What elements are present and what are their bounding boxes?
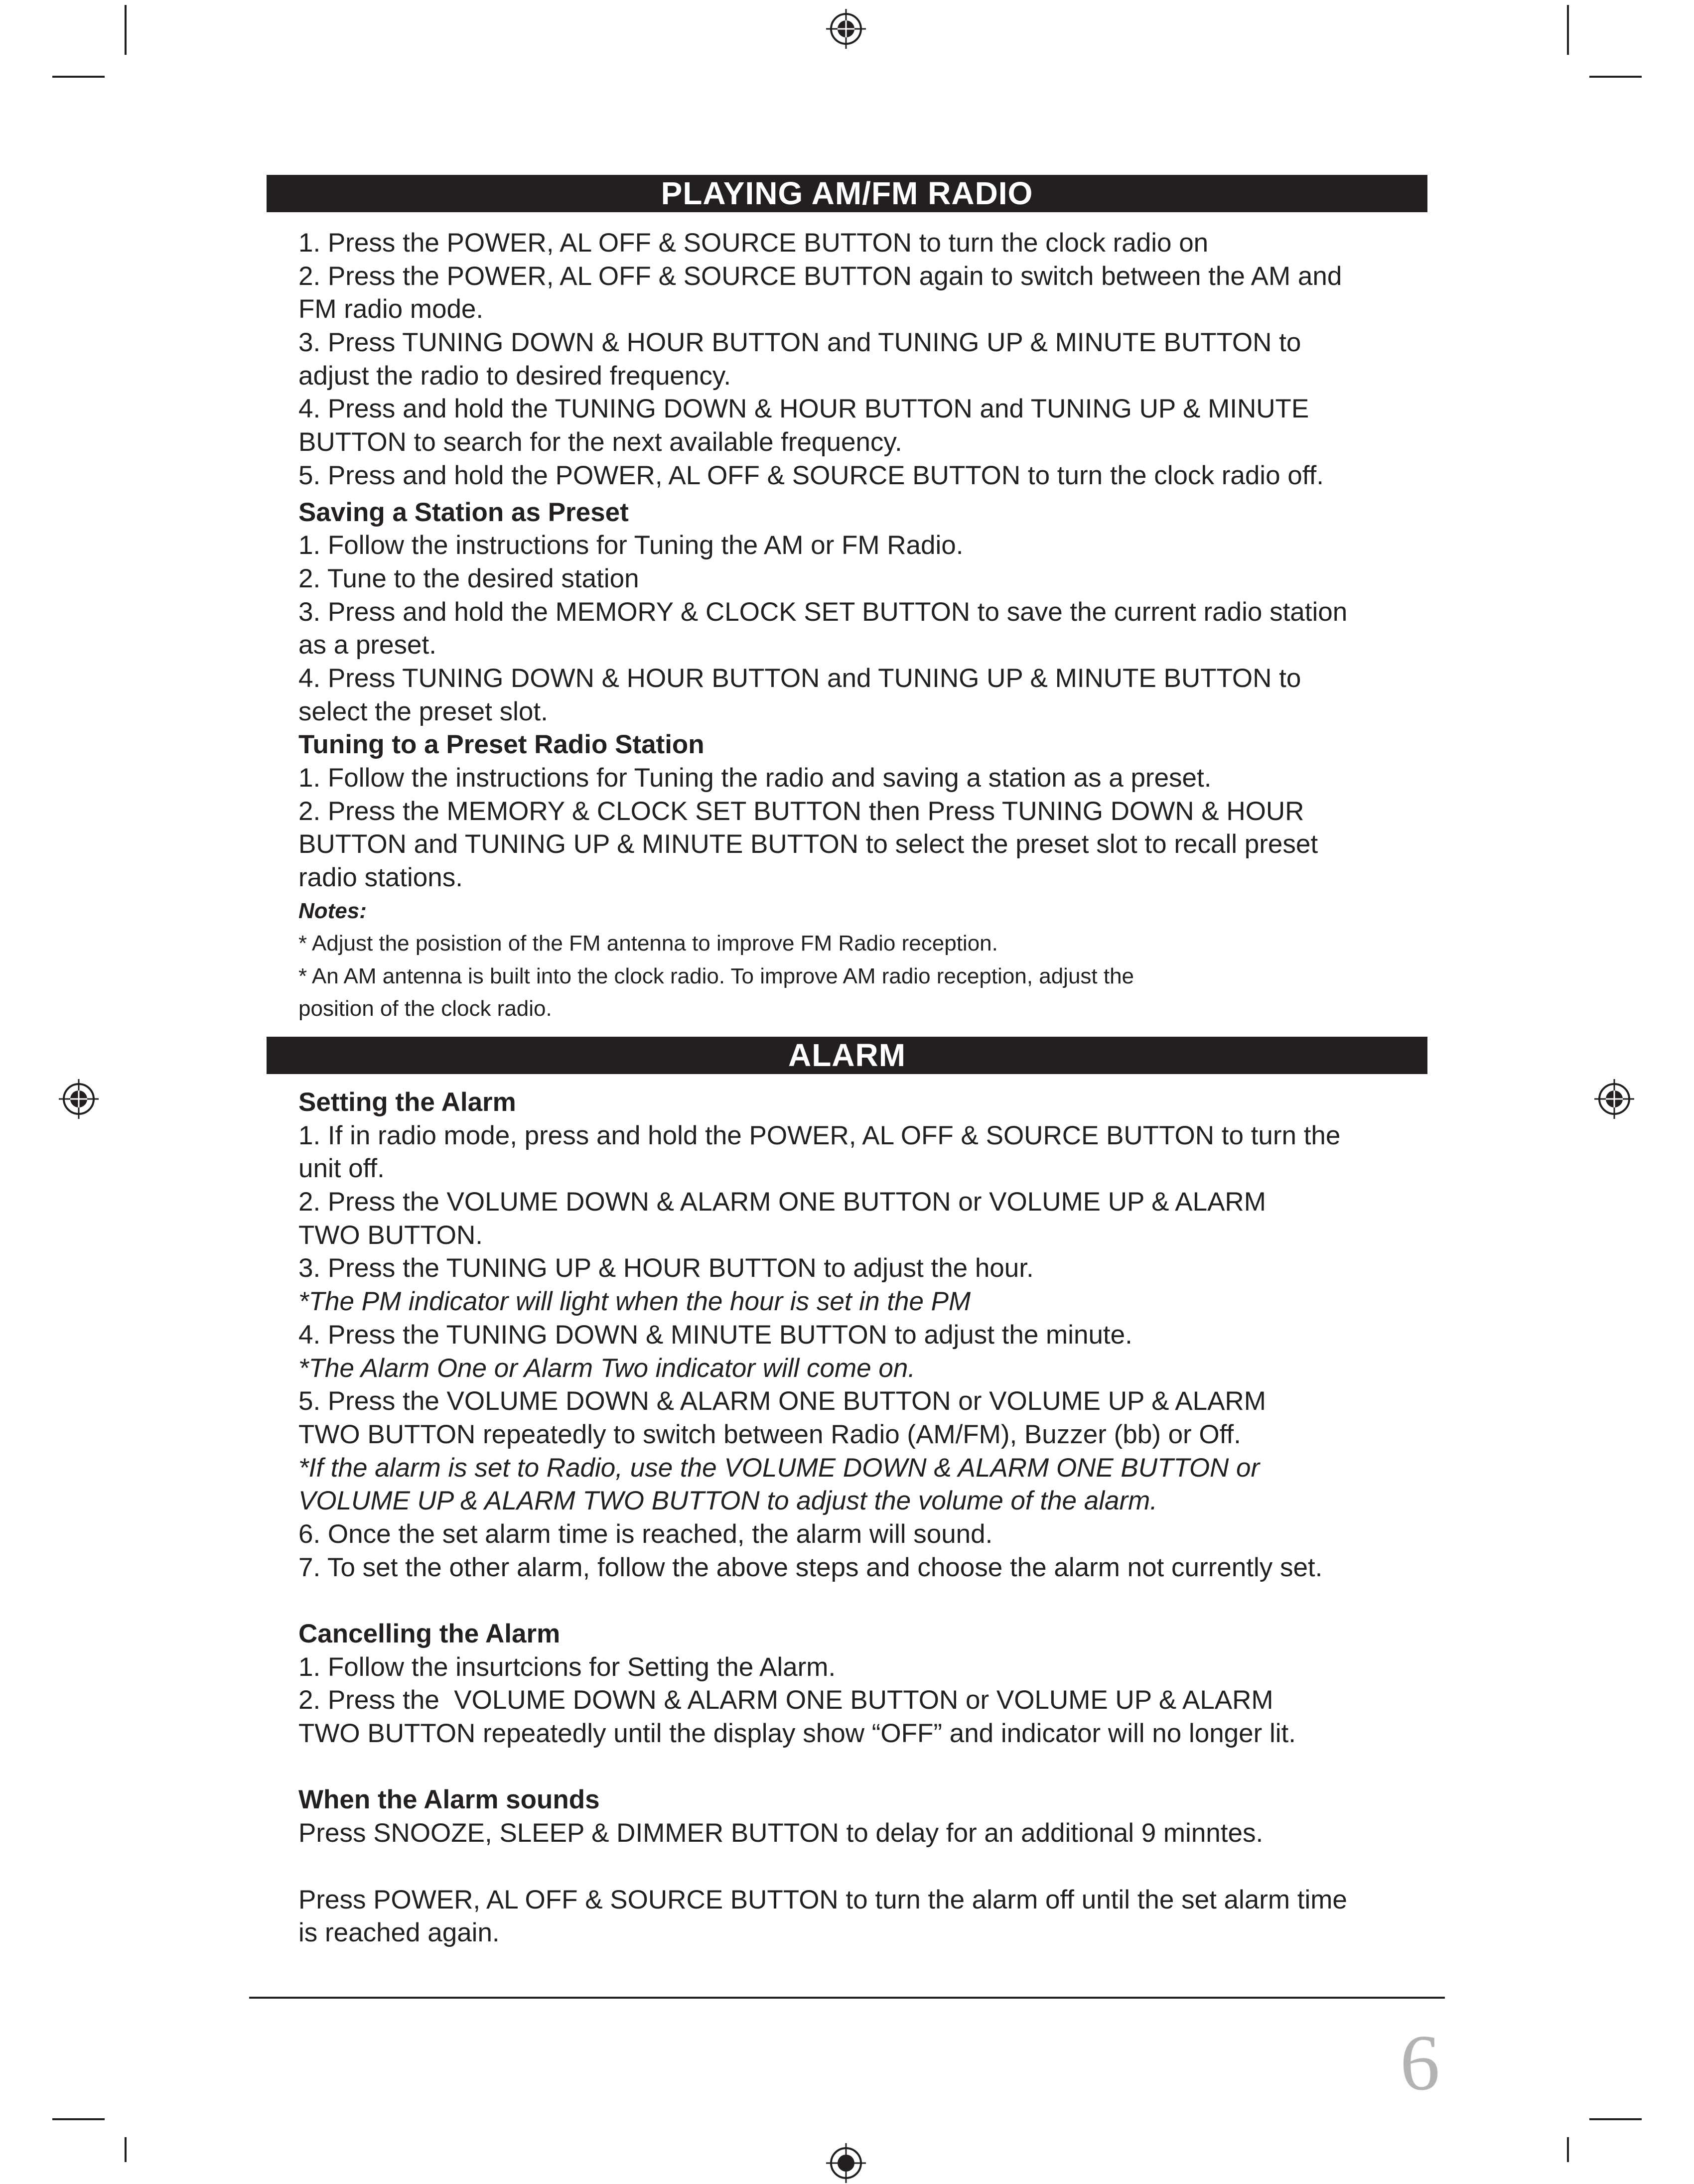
radio-step-line: 2. Press the POWER, AL OFF & SOURCE BUTTON again to switch between the AM and (298, 261, 1342, 291)
registration-mark-icon (825, 8, 867, 50)
radio-section-body (298, 227, 1419, 1025)
alarm-step-line: 3. Press the TUNING UP & HOUR BUTTON to adjust the hour. (298, 1253, 1034, 1283)
alarm-section-body (298, 1086, 1419, 1950)
tuning-preset-heading: Tuning to a Preset Radio Station (298, 730, 705, 760)
preset-step-line: 2. Tune to the desired station (298, 563, 639, 593)
crop-mark-top-left-vertical (125, 5, 127, 55)
section-title-radio: PLAYING AM/FM RADIO (267, 175, 1427, 212)
crop-mark-bottom-right-vertical (1567, 2137, 1569, 2162)
note-line: * Adjust the posistion of the FM antenna to improve FM Radio reception. (298, 931, 998, 956)
preset-heading: Saving a Station as Preset (298, 497, 629, 527)
registration-mark-icon (1593, 1078, 1635, 1120)
alarm-step-line: 5. Press the VOLUME DOWN & ALARM ONE BUTTON or VOLUME UP & ALARM (298, 1386, 1266, 1416)
radio-step-line: 1. Press the POWER, AL OFF & SOURCE BUTTON to turn the clock radio on (298, 228, 1209, 258)
preset-step-line: 3. Press and hold the MEMORY & CLOCK SET BUTTON to save the current radio station (298, 597, 1348, 627)
alarm-step-line: 4. Press the TUNING DOWN & MINUTE BUTTON to adjust the minute. (298, 1320, 1132, 1350)
cancel-step-line: 1. Follow the insurtcions for Setting the Alarm. (298, 1652, 836, 1682)
preset-step-line: 4. Press TUNING DOWN & HOUR BUTTON and TUNING UP & MINUTE BUTTON to (298, 663, 1301, 693)
alarm-step-line: 1. If in radio mode, press and hold the POWER, AL OFF & SOURCE BUTTON to turn the (298, 1120, 1341, 1150)
preset-step-line: select the preset slot. (298, 696, 548, 726)
notes-title: Notes: (298, 898, 367, 923)
section-title-alarm: ALARM (267, 1037, 1427, 1074)
alarm-note-line: *The Alarm One or Alarm Two indicator will come on. (298, 1353, 916, 1383)
alarm-note-line: VOLUME UP & ALARM TWO BUTTON to adjust the volume of the alarm. (298, 1486, 1158, 1516)
radio-step-line: 3. Press TUNING DOWN & HOUR BUTTON and TUNING UP & MINUTE BUTTON to (298, 328, 1301, 358)
crop-mark-top-left-horizontal (52, 76, 105, 78)
preset-step-line: as a preset. (298, 630, 436, 660)
alarm-step-line: unit off. (298, 1154, 385, 1184)
note-line: * An AM antenna is built into the clock radio. To improve AM radio reception, adjust the (298, 963, 1134, 988)
alarm-step-line: 7. To set the other alarm, follow the above steps and choose the alarm not currently set. (298, 1552, 1323, 1582)
tuning-step-line: BUTTON and TUNING UP & MINUTE BUTTON to select the preset slot to recall preset (298, 829, 1318, 859)
crop-mark-top-right-vertical (1567, 5, 1569, 55)
alarm-off-line: Press POWER, AL OFF & SOURCE BUTTON to turn the alarm off until the set alarm time (298, 1885, 1347, 1914)
crop-mark-bottom-left-horizontal (52, 2118, 105, 2120)
cancel-step-line: 2. Press the VOLUME DOWN & ALARM ONE BUTTON or VOLUME UP & ALARM (298, 1685, 1273, 1715)
registration-mark-icon (825, 2142, 867, 2184)
notes-block (298, 895, 1419, 1025)
alarm-step-line: 6. Once the set alarm time is reached, the alarm will sound. (298, 1519, 993, 1549)
alarm-note-line: *If the alarm is set to Radio, use the VOLUME DOWN & ALARM ONE BUTTON or (298, 1453, 1260, 1483)
crop-mark-top-right-horizontal (1589, 76, 1642, 78)
crop-mark-bottom-right-horizontal (1589, 2118, 1642, 2120)
tuning-step-line: radio stations. (298, 863, 463, 893)
cancel-step-line: TWO BUTTON repeatedly until the display show “OFF” and indicator will no longer lit. (298, 1719, 1296, 1749)
alarm-step-line: TWO BUTTON repeatedly to switch between Radio (AM/FM), Buzzer (bb) or Off. (298, 1419, 1241, 1449)
alarm-step-line: TWO BUTTON. (298, 1220, 483, 1250)
page-number: 6 (1400, 2018, 1440, 2107)
tuning-step-line: 1. Follow the instructions for Tuning the radio and saving a station as a preset. (298, 763, 1212, 793)
cancel-alarm-heading: Cancelling the Alarm (298, 1619, 561, 1648)
radio-step-line: adjust the radio to desired frequency. (298, 361, 731, 391)
registration-mark-icon (58, 1078, 100, 1120)
alarm-note-line: *The PM indicator will light when the hour is set in the PM (298, 1287, 971, 1317)
preset-step-line: 1. Follow the instructions for Tuning the AM or FM Radio. (298, 531, 964, 560)
alarm-off-line: is reached again. (298, 1918, 500, 1948)
alarm-sounds-heading: When the Alarm sounds (298, 1785, 600, 1815)
note-line: position of the clock radio. (298, 996, 552, 1021)
snooze-line: Press SNOOZE, SLEEP & DIMMER BUTTON to delay for an additional 9 minntes. (298, 1818, 1264, 1848)
crop-mark-bottom-left-vertical (125, 2137, 127, 2162)
footer-divider (249, 1997, 1445, 1999)
alarm-step-line: 2. Press the VOLUME DOWN & ALARM ONE BUTTON or VOLUME UP & ALARM (298, 1187, 1266, 1217)
tuning-step-line: 2. Press the MEMORY & CLOCK SET BUTTON then Press TUNING DOWN & HOUR (298, 796, 1304, 826)
radio-step-line: 5. Press and hold the POWER, AL OFF & SOURCE BUTTON to turn the clock radio off. (298, 460, 1324, 490)
radio-step-line: BUTTON to search for the next available frequency. (298, 427, 902, 457)
radio-step-line: 4. Press and hold the TUNING DOWN & HOUR BUTTON and TUNING UP & MINUTE (298, 394, 1309, 424)
setting-alarm-heading: Setting the Alarm (298, 1088, 516, 1117)
radio-step-line: FM radio mode. (298, 294, 484, 324)
